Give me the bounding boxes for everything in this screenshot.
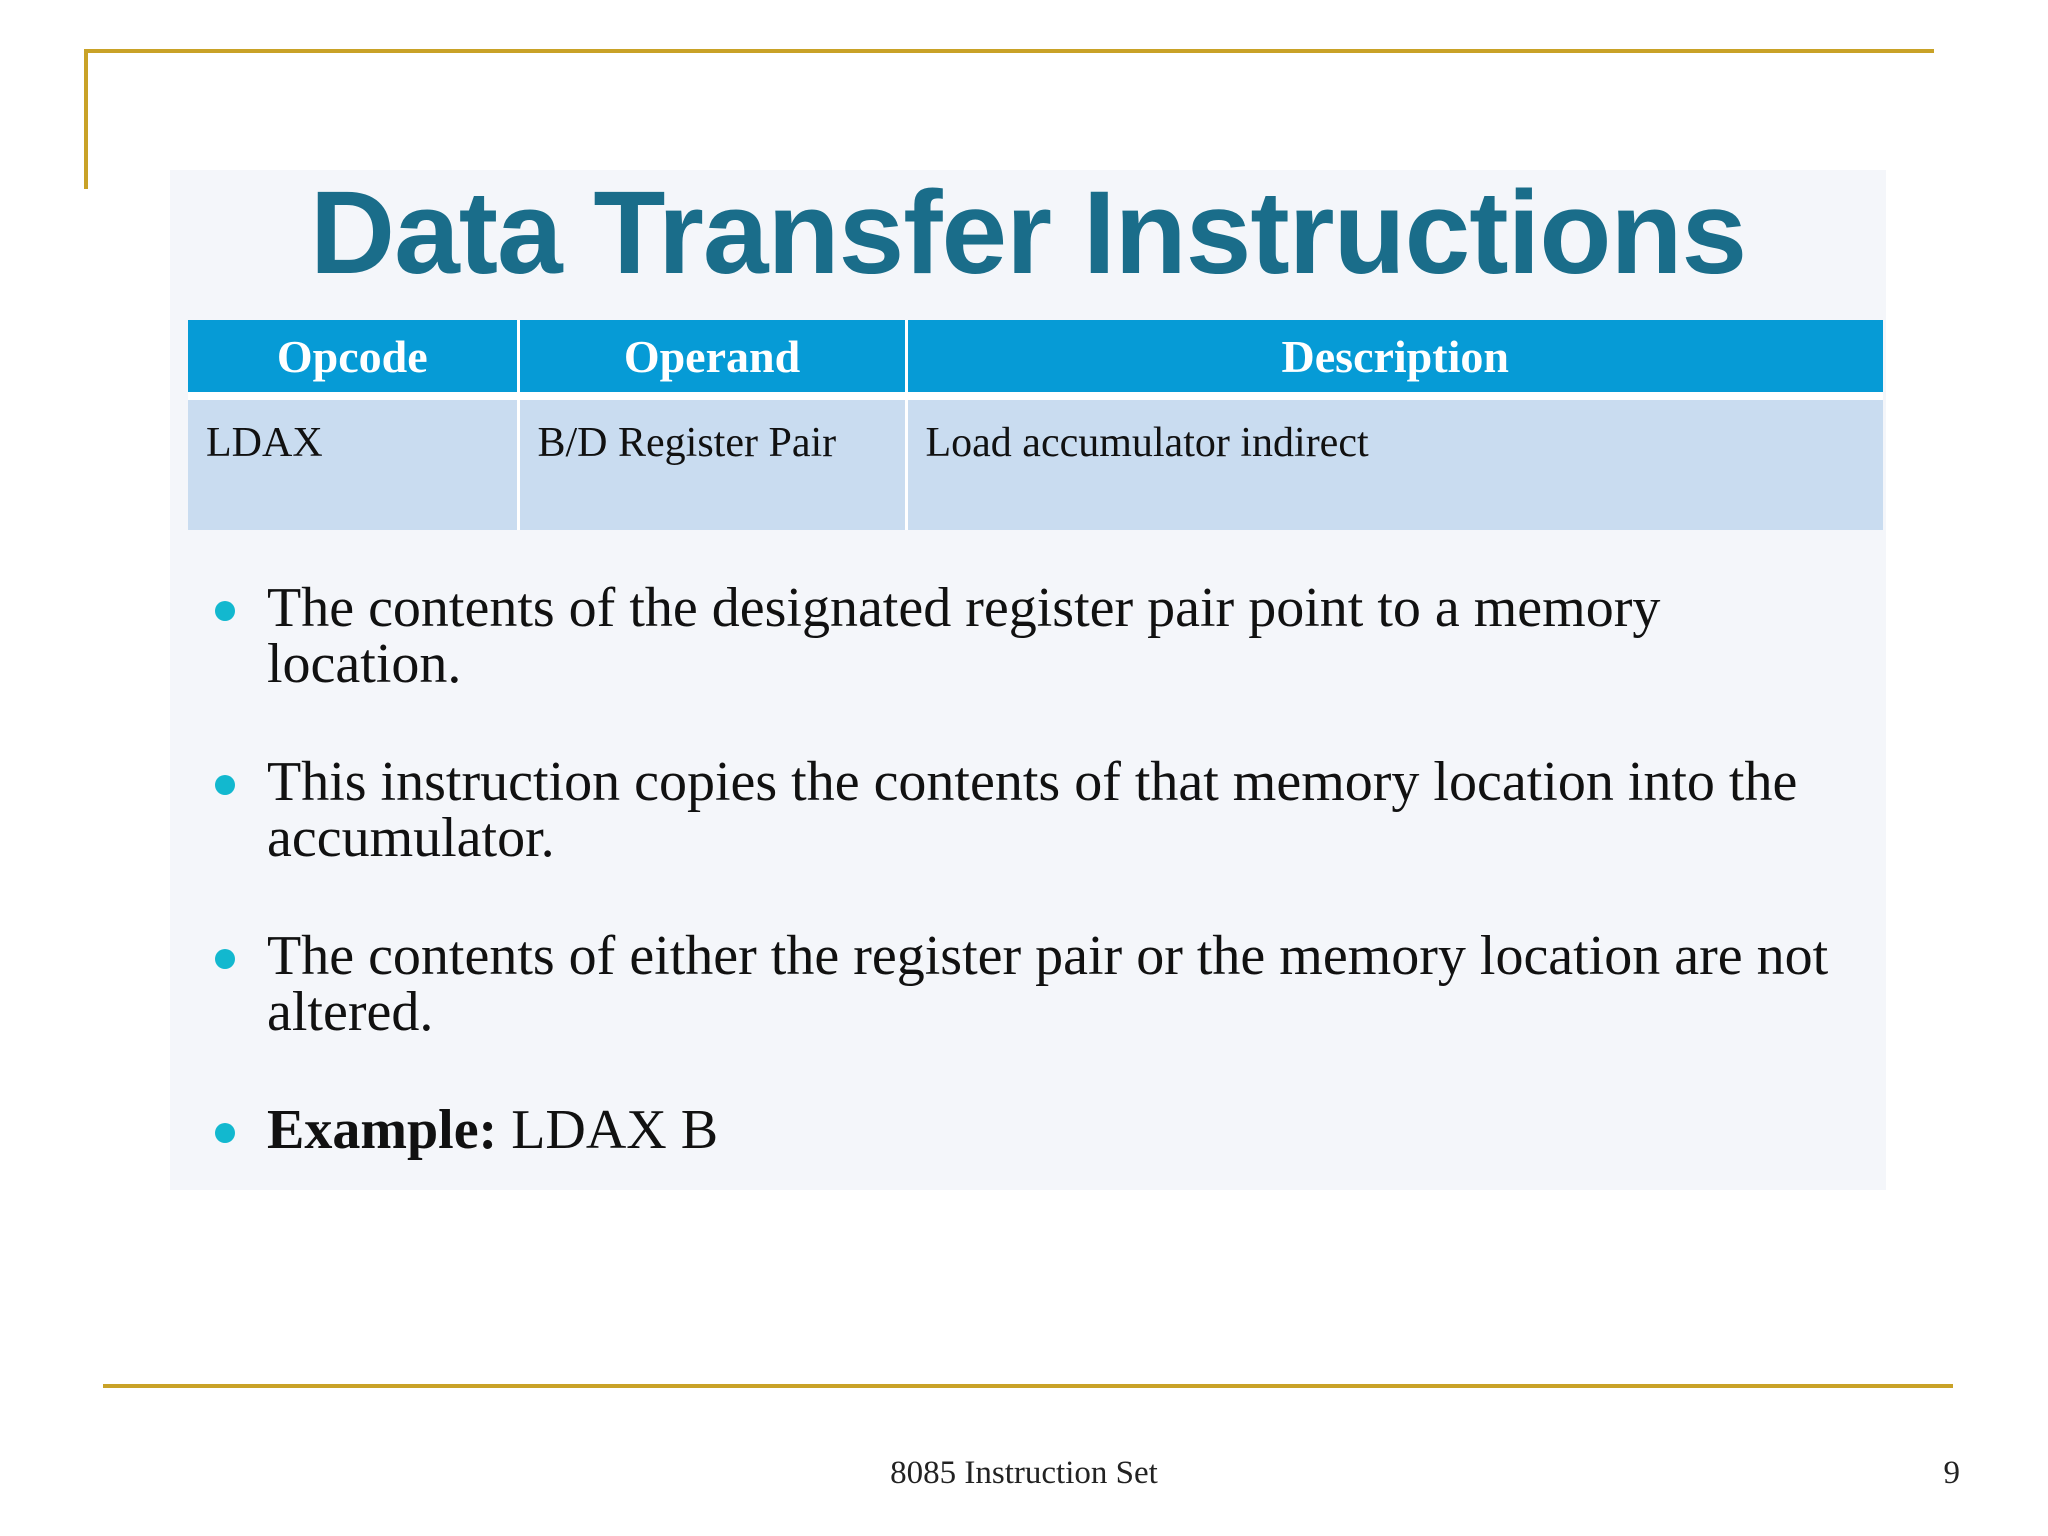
page-number: 9 [1943, 1455, 1960, 1491]
bullet-dot-icon [215, 1123, 235, 1143]
table-header-row [188, 320, 1883, 396]
instruction-table [188, 320, 1883, 530]
frame-top-line [84, 49, 1934, 53]
slide-title: Data Transfer Instructions [309, 167, 1747, 299]
bullet-dot-icon [215, 949, 235, 969]
bullet-list [205, 577, 1845, 1220]
cell-description: Load accumulator indirect [906, 396, 1883, 530]
bullet-dot-icon [215, 775, 235, 795]
footer-title: 8085 Instruction Set [890, 1455, 1158, 1491]
example-label: Example: [267, 1099, 498, 1161]
bullet-dot-icon [215, 601, 235, 621]
header-operand: Operand [518, 320, 906, 396]
bullet-text: The contents of the designated register pair point to a memory location. [267, 577, 1661, 695]
list-item [205, 925, 1845, 1043]
list-item-example [205, 1099, 1845, 1161]
list-item [205, 577, 1845, 695]
footer-divider [103, 1384, 1953, 1388]
header-opcode: Opcode [188, 320, 518, 396]
list-item [205, 751, 1845, 869]
table-row [188, 396, 1883, 530]
header-description: Description [906, 320, 1883, 396]
bullet-text: This instruction copies the contents of that memory location into the accumulator. [267, 751, 1798, 869]
cell-opcode: LDAX [188, 396, 518, 530]
frame-left-line [84, 49, 88, 189]
bullet-text: The contents of either the register pair or the memory location are not altered. [267, 925, 1829, 1043]
example-value: LDAX B [511, 1099, 719, 1161]
cell-operand: B/D Register Pair [518, 396, 906, 530]
